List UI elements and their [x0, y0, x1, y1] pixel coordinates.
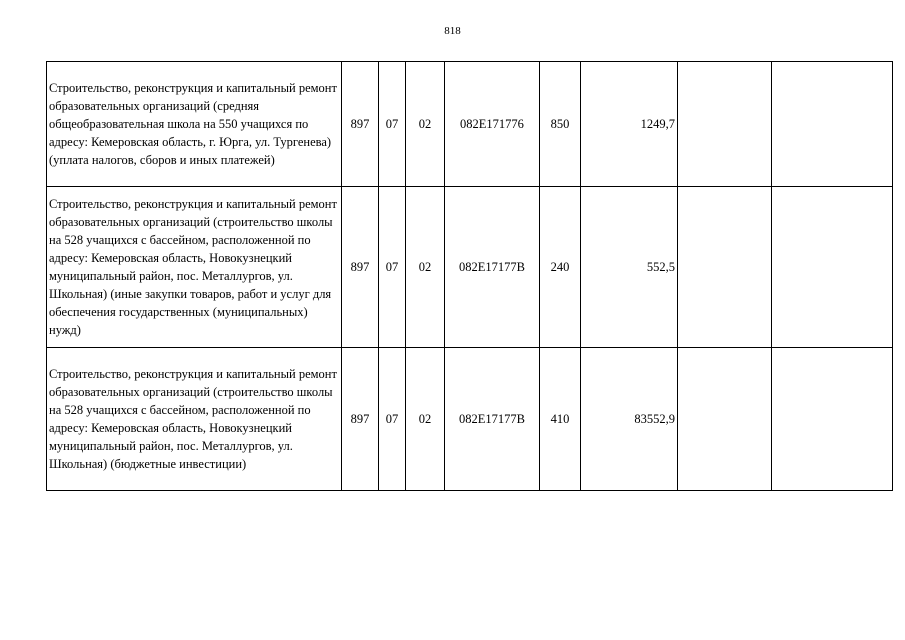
ministry-code: 897 [342, 348, 379, 491]
empty-cell [772, 348, 893, 491]
subsection-code: 02 [406, 62, 445, 187]
ministry-code: 897 [342, 62, 379, 187]
target-article-code: 082E171776 [445, 62, 540, 187]
amount: 552,5 [581, 187, 678, 348]
section-code: 07 [379, 62, 406, 187]
target-article-code: 082E17177B [445, 348, 540, 491]
page-number: 818 [444, 25, 461, 37]
expense-type-code: 410 [540, 348, 581, 491]
budget-table [46, 61, 893, 491]
amount: 1249,7 [581, 62, 678, 187]
section-code: 07 [379, 187, 406, 348]
table-row [47, 348, 893, 491]
empty-cell [678, 187, 772, 348]
empty-cell [678, 348, 772, 491]
section-code: 07 [379, 348, 406, 491]
row-description: Строительство, реконструкция и капитальный ремонт образовательных организаций (строительство школы на 528 учащихся с бассейном, расположенной по адресу: Кемеровская область, Новокузнецкий муниципальный район, пос. Металлургов, ул. Школьная) (бюджетные инвестиции) [47, 348, 342, 491]
empty-cell [772, 187, 893, 348]
row-description: Строительство, реконструкция и капитальный ремонт образовательных организаций (средняя общеобразовательная школа на 550 учащихся по адресу: Кемеровская область, г. Юрга, ул. Тургенева) (уплата налогов, сборов и иных платежей) [47, 62, 342, 187]
subsection-code: 02 [406, 187, 445, 348]
empty-cell [772, 62, 893, 187]
empty-cell [678, 62, 772, 187]
target-article-code: 082E17177B [445, 187, 540, 348]
amount: 83552,9 [581, 348, 678, 491]
ministry-code: 897 [342, 187, 379, 348]
subsection-code: 02 [406, 348, 445, 491]
table-row [47, 62, 893, 187]
expense-type-code: 850 [540, 62, 581, 187]
row-description: Строительство, реконструкция и капитальный ремонт образовательных организаций (строительство школы на 528 учащихся с бассейном, расположенной по адресу: Кемеровская область, Новокузнецкий муниципальный район, пос. Металлургов, ул. Школьная) (иные закупки товаров, работ и услуг для обеспечения государственных (муниципальных) нужд) [47, 187, 342, 348]
table-row [47, 187, 893, 348]
expense-type-code: 240 [540, 187, 581, 348]
